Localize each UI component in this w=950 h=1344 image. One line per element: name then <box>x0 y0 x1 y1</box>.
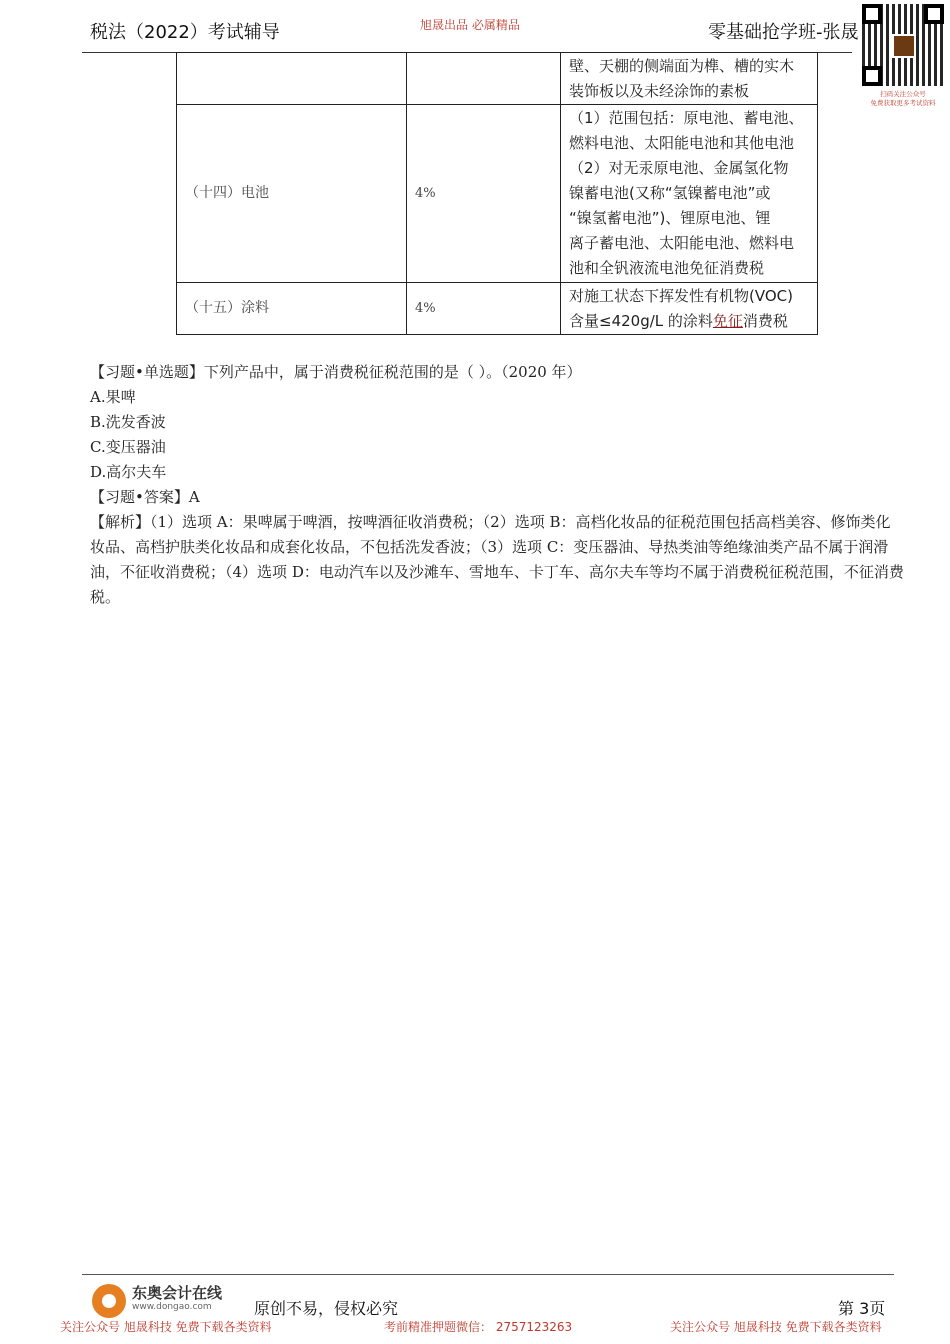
option-a: A.果啤 <box>90 388 136 406</box>
item-name-cell: （十五）涂料 <box>177 283 407 335</box>
option-b: B.洗发香波 <box>90 413 166 431</box>
option-d: D.高尔夫车 <box>90 463 167 481</box>
item-name-cell <box>177 53 407 105</box>
footer-slogan: 原创不易，侵权必究 <box>254 1299 399 1318</box>
table-row <box>177 283 818 335</box>
qr-code <box>858 2 948 114</box>
qr-finder-icon <box>924 4 944 24</box>
logo-url: www.dongao.com <box>132 1302 212 1312</box>
bottom-ad-center: 考前精准押题微信： 2757123263 <box>384 1320 573 1334</box>
rate-cell: 4% <box>407 105 561 283</box>
footer-divider <box>82 1274 894 1275</box>
exercise-section <box>90 360 905 610</box>
item-name-cell: （十四）电池 <box>177 105 407 283</box>
dongao-logo-inner <box>102 1294 116 1308</box>
note-cell: 对施工状态下挥发性有机物(VOC) 含量≤420g/L 的涂料免征消费税 <box>561 283 818 335</box>
note-cell: 壁、天棚的侧端面为榫、槽的实木 装饰板以及未经涂饰的素板 <box>561 53 818 105</box>
page-number: 第 3页 <box>838 1299 886 1318</box>
note-cell: （1）范围包括：原电池、蓄电池、 燃料电池、太阳能电池和其他电池 （2）对无汞原电池、金属氢化物 镍蓄电池(又称“氢镍蓄电池”或 “镍氢蓄电池”)、锂原电池、锂 离子蓄电池、太阳能电池、燃料电 池和全钒液流电池免征消费税 <box>561 105 818 283</box>
qr-finder-icon <box>862 66 882 86</box>
bottom-ad-left: 关注公众号 旭晟科技 免费下载各类资料 <box>60 1320 272 1334</box>
rate-cell <box>407 53 561 105</box>
rate-cell: 4% <box>407 283 561 335</box>
header-title: 税法（2022）考试辅导 <box>90 22 280 43</box>
table-row <box>177 105 818 283</box>
bottom-ad-right: 关注公众号 旭晟科技 免费下载各类资料 <box>670 1320 882 1334</box>
header-course: 零基础抢学班-张晟 <box>708 22 858 43</box>
qr-finder-icon <box>862 4 882 24</box>
option-c: C.变压器油 <box>90 438 166 456</box>
table-row <box>177 53 818 105</box>
question-stem: 【习题•单选题】下列产品中，属于消费税征税范围的是（ ）。（2020 年） <box>90 363 582 381</box>
analysis-paragraph: 【解析】（1）选项 A：果啤属于啤酒，按啤酒征收消费税；（2）选项 B：高档化妆品的征税范围包括高档美容、修饰类化妆品、高档护肤类化妆品和成套化妆品，不包括洗发香波；（3）选项 C：变压器油、导热类油等绝缘油类产品不属于润滑油，不征收消费税；（4）选项 D：电动汽车以及沙滩车、雪地车、卡丁车、高尔夫车等均不属于消费税征税范围，不征消费税。 <box>90 513 904 606</box>
qr-logo-icon <box>892 34 916 58</box>
answer-line: 【习题•答案】A <box>90 488 200 506</box>
header-slogan: 旭晟出品 必属精品 <box>420 18 520 32</box>
highlight-exempt: 免征 <box>712 311 743 330</box>
logo-name: 东奥会计在线 <box>132 1284 223 1302</box>
tax-rate-table <box>176 52 818 335</box>
qr-caption: 扫码关注公众号 免费获取更多考试资料 <box>870 90 936 107</box>
